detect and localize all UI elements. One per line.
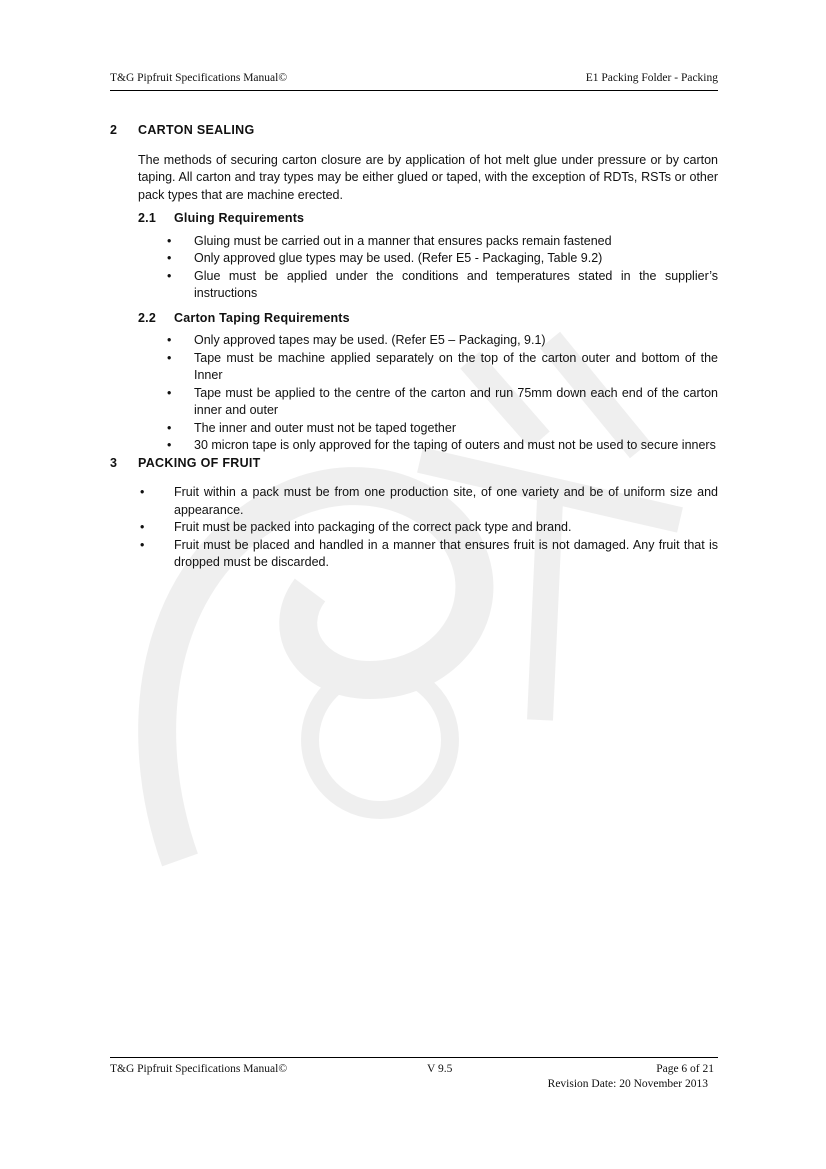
list-item: • Glue must be applied under the conditions and temperatures stated in the supplier’s instructions bbox=[167, 268, 718, 300]
document-body bbox=[110, 122, 718, 572]
section-number: 2 bbox=[110, 123, 118, 137]
footer-title: T&G Pipfruit Specifications Manual© bbox=[110, 1063, 288, 1075]
list-item: • Only approved tapes may be used. (Refer E5 – Packaging, 9.1) bbox=[110, 332, 718, 350]
list-item: • Fruit must be packed into packaging of the correct pack type and brand. bbox=[110, 519, 718, 537]
page-header bbox=[110, 70, 718, 90]
section-title: PACKING OF FRUIT bbox=[138, 455, 261, 470]
bullet: • bbox=[167, 268, 172, 283]
bullet: • bbox=[167, 438, 172, 452]
header-section: E1 Packing Folder - Packing bbox=[585, 72, 718, 84]
header-rule bbox=[110, 90, 718, 91]
bullet: • bbox=[167, 233, 172, 248]
footer-version: V 9.5 bbox=[427, 1063, 453, 1075]
bullet: • bbox=[167, 350, 172, 365]
list-item: • Only approved glue types may be used. (Refer E5 - Packaging, Table 9.2) bbox=[110, 250, 718, 268]
list-item: • Tape must be machine applied separately on the top of the carton outer and bottom of the Inner bbox=[167, 350, 718, 382]
bullet: • bbox=[167, 251, 172, 265]
bullet: • bbox=[140, 485, 145, 499]
subsection-title: Carton Taping Requirements bbox=[174, 310, 350, 325]
section-3-heading bbox=[110, 455, 718, 473]
list-item: • Fruit within a pack must be from one production site, of one variety and be of uniform size and appearance. bbox=[140, 485, 718, 517]
header-title: T&G Pipfruit Specifications Manual© bbox=[110, 72, 288, 84]
bullet: • bbox=[167, 420, 172, 435]
revision-date: Revision Date: 20 November 2013 bbox=[547, 1078, 708, 1090]
section-number: 3 bbox=[110, 455, 118, 470]
packing-list bbox=[110, 484, 718, 572]
taping-list bbox=[110, 332, 718, 455]
bullet: • bbox=[140, 520, 145, 534]
page-number: Page 6 of 21 bbox=[656, 1063, 714, 1075]
list-item: • Tape must be applied to the centre of the carton and run 75mm down each end of the carton inner and outer bbox=[167, 385, 718, 417]
bullet: • bbox=[140, 537, 145, 552]
subsection-number: 2.2 bbox=[138, 310, 156, 325]
list-item: • The inner and outer must not be taped together bbox=[110, 420, 718, 438]
section-2-2-heading bbox=[138, 310, 718, 328]
bullet: • bbox=[167, 385, 172, 400]
gluing-list bbox=[110, 233, 718, 303]
footer-rule bbox=[110, 1057, 718, 1058]
list-item: • Fruit must be placed and handled in a manner that ensures fruit is not damaged. Any fruit that is dropped must be discarded. bbox=[140, 537, 718, 569]
section-2-heading bbox=[110, 122, 718, 140]
footer-page-info bbox=[548, 1062, 718, 1092]
list-item: • 30 micron tape is only approved for the taping of outers and must not be used to secure inners bbox=[110, 437, 718, 455]
subsection-number: 2.1 bbox=[138, 211, 156, 225]
list-item: • Gluing must be carried out in a manner that ensures packs remain fastened bbox=[110, 233, 718, 251]
bullet: • bbox=[167, 333, 172, 347]
section-title: CARTON SEALING bbox=[138, 123, 255, 137]
section-2-paragraph: The methods of securing carton closure are by application of hot melt glue under pressure or by carton taping. All carton and tray types may be either glued or taped, with the exception of RDTs, RSTs or other pack types that are machine erected. bbox=[138, 152, 718, 202]
section-2-1-heading bbox=[138, 210, 718, 228]
subsection-title: Gluing Requirements bbox=[174, 211, 305, 225]
